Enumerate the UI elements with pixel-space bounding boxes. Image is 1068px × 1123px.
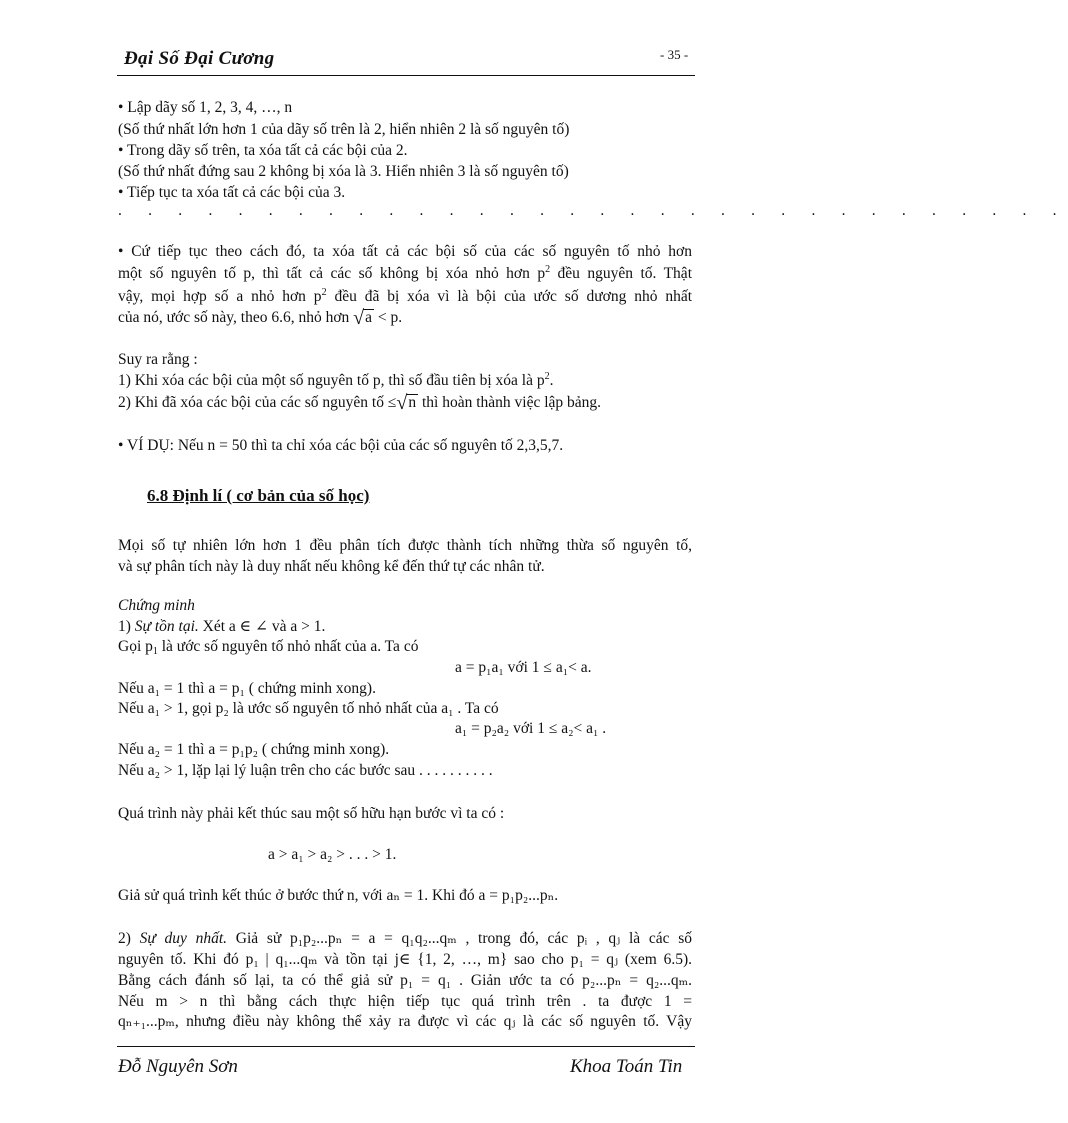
text-line: 2) Khi đã xóa các bội của các số nguyên tố ≤√n thì hoàn thành việc lập bảng. (118, 392, 602, 414)
text-line: • Trong dãy số trên, ta xóa tất cả các bội của 2. (118, 142, 408, 159)
text-line: vậy, mọi hợp số a nhỏ hơn $p^2$ đều đã bị xóa vì là bội của ước số dương nhỏ nhất (118, 287, 693, 305)
text-line: Gọi $p_1$ là ước số nguyên tố nhỏ nhất của a. Ta có (118, 638, 419, 657)
text-line: Nếu a₁ = 1 thì a = p₁ ( chứng minh xong). (118, 680, 376, 697)
text-line: 1) Sự tồn tại. Xét a ∈ ∠ và a > 1. (118, 618, 326, 635)
text-line: • Cứ tiếp tục theo cách đó, ta xóa tất cả các bội số của các số nguyên tố nhỏ hơn (118, 243, 692, 260)
text-line: Suy ra rằng : (118, 351, 198, 368)
page-number: - 35 - (660, 47, 689, 62)
text-line: và sự phân tích này là duy nhất nếu không kể đến thứ tự các nhân tử. (118, 558, 545, 575)
header-title: Đại Số Đại Cương (124, 48, 275, 69)
text-line: • Lập dãy số 1, 2, 3, 4, …, n (118, 99, 293, 116)
sqrt-expression: n (408, 394, 417, 411)
text-line: một số nguyên tố p, thì tất cả các số không bị xóa nhỏ hơn $p^2$ đều nguyên tố. Thật (118, 264, 692, 282)
text-line: Mọi số tự nhiên lớn hơn 1 đều phân tích được thành tích những thừa số nguyên tố, (118, 537, 692, 554)
footer-rule (117, 1046, 695, 1047)
text-line: 2) Sự duy nhất. Giả sử p₁p₂...pₙ = a = q₁q₂...qₘ , trong đó, các pᵢ , qⱼ là các số (118, 930, 692, 947)
formula-line: a > a₁ > a₂ > . . . > 1. (268, 846, 397, 863)
text-line: Nếu m > n thì bằng cách thực hiện tiếp tục quá trình trên . ta được 1 = (118, 993, 692, 1010)
text-line: Nếu a₁ > 1, gọi p₂ là ước số nguyên tố nhỏ nhất của a₁ . Ta có (118, 700, 499, 717)
formula-line: a₁ = p₂a₂ với 1 ≤ a₂< a₁ . (455, 720, 607, 737)
section-heading: 6.8 Định lí ( cơ bản của số học) (147, 486, 370, 505)
footer-author: Đỗ Nguyên Sơn (118, 1056, 238, 1077)
proof-heading: Chứng minh (118, 597, 195, 614)
text-line: 1) Khi xóa các bội của một số nguyên tố p, thì số đầu tiên bị xóa là $p^2$. (118, 371, 554, 389)
footer-department: Khoa Toán Tin (570, 1056, 683, 1077)
example-line: • VÍ DỤ: Nếu n = 50 thì ta chỉ xóa các bội của các số nguyên tố 2,3,5,7. (118, 437, 564, 454)
text-line: nguyên tố. Khi đó p₁ | q₁...qₘ và tồn tại j∈ {1, 2, …, m} sao cho p₁ = qⱼ (xem 6.5). (118, 951, 692, 968)
text-line: Nếu a₂ = 1 thì a = p₁p₂ ( chứng minh xong). (118, 741, 390, 758)
ellipsis-line: . . . . . . . . . . . . . . . . . . . . . . . . . . . . . . . . (118, 202, 1068, 219)
formula-line: a = p₁a₁ với 1 ≤ a₁< a. (455, 659, 592, 676)
text-line: (Số thứ nhất lớn hơn 1 của dãy số trên là 2, hiển nhiên 2 là số nguyên tố) (118, 121, 570, 138)
text-line: Bằng cách đánh số lại, ta có thể giả sử p₁ = q₁ . Giản ước ta có p₂...pₙ = q₂...qₘ. (118, 972, 692, 989)
text-line: • Tiếp tục ta xóa tất cả các bội của 3. (118, 184, 346, 201)
text-line: của nó, ước số này, theo 6.6, nhỏ hơn √a < p. (118, 307, 403, 329)
text-line: (Số thứ nhất đứng sau 2 không bị xóa là 3. Hiển nhiên 3 là số nguyên tố) (118, 163, 569, 180)
header-rule (117, 75, 695, 76)
text-line: qₙ₊₁...pₘ, nhưng điều này không thể xảy ra được vì các qⱼ là các số nguyên tố. Vậy (118, 1013, 692, 1030)
text-line: Nếu a₂ > 1, lặp lại lý luận trên cho các bước sau . . . . . . . . . . (118, 762, 493, 779)
text-line: Giả sử quá trình kết thúc ở bước thứ n, với aₙ = 1. Khi đó a = p₁p₂...pₙ. (118, 887, 559, 904)
sqrt-expression: a (365, 309, 373, 326)
text-line: Quá trình này phải kết thúc sau một số hữu hạn bước vì ta có : (118, 805, 505, 822)
